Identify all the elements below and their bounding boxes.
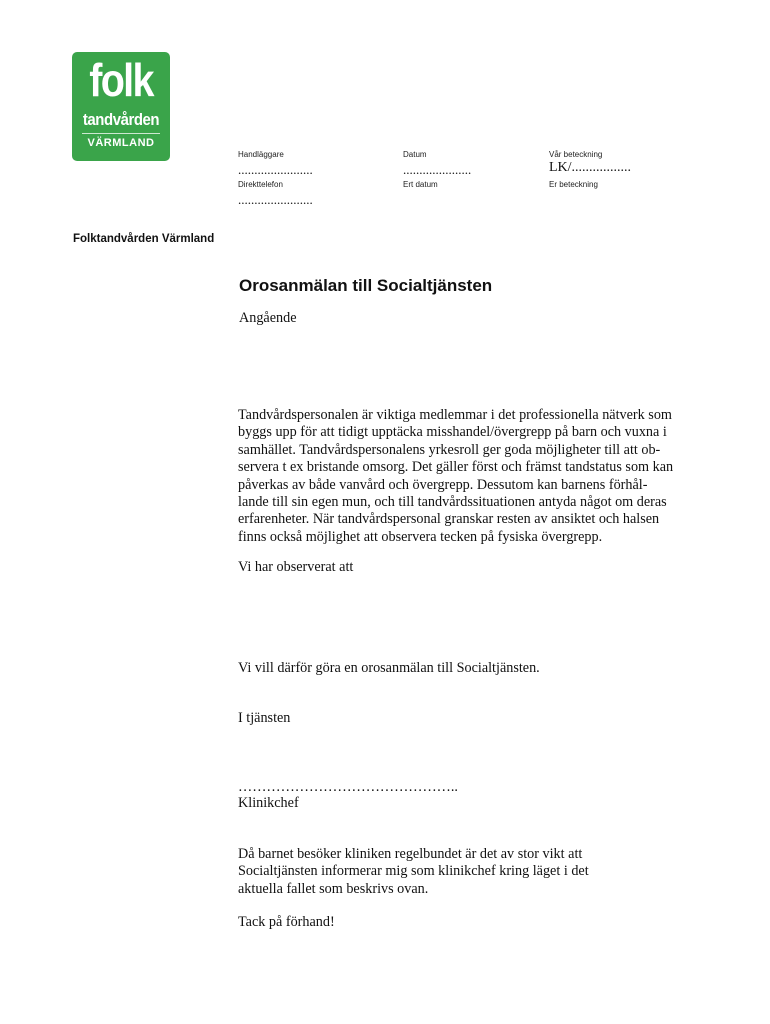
intro-paragraph (238, 407, 728, 546)
folktandvarden-logo (72, 52, 170, 161)
paragraph-line: Socialtjänsten informerar mig som klinikchef kring läget i det (238, 863, 589, 880)
paragraph-line: byggs upp för att tidigt upptäcka misshandel/övergrepp på barn och vuxna i (238, 424, 667, 441)
logo-word-varmland: VÄRMLAND (87, 137, 155, 149)
datum-label: Datum (403, 150, 427, 159)
paragraph-line: erfarenheter. När tandvårdspersonal granskar resten av ansiktet och halsen (238, 511, 660, 528)
logo-word-folk: folk (89, 54, 153, 106)
paragraph-line: aktuella fallet som beskrivs ovan. (238, 880, 429, 897)
logo-divider (82, 133, 160, 134)
logo-word-tandvarden: tandvården (82, 110, 160, 129)
direkttelefon-value: ....................... (238, 192, 313, 207)
in-service-label: I tjänsten (238, 710, 291, 726)
observed-label: Vi har observerat att (238, 559, 354, 575)
var-beteckning-label: Vår beteckning (549, 150, 603, 159)
paragraph-line: finns också möjlighet att observera tecken på fysiska övergrepp. (238, 528, 603, 545)
paragraph-line: servera t ex bristande omsorg. Det gäller först och främst tandstatus som kan (238, 459, 674, 476)
paragraph-line: samhället. Tandvårdspersonalens yrkesroll ger goda möjligheter till att ob- (238, 441, 661, 458)
thanks-text: Tack på förhand! (238, 914, 335, 930)
document-title: Orosanmälan till Socialtjänsten (239, 276, 493, 295)
report-statement: Vi vill därför göra en orosanmälan till Socialtjänsten. (238, 660, 540, 676)
paragraph-line: Då barnet besöker kliniken regelbundet är det av stor vikt att (238, 846, 583, 862)
handlaggare-value: ....................... (238, 162, 313, 177)
direkttelefon-label: Direkttelefon (238, 180, 283, 189)
signature-line: ……………………………………….. (238, 779, 458, 795)
er-beteckning-label: Er beteckning (549, 180, 598, 189)
regarding-label: Angående (239, 310, 297, 326)
paragraph-line: påverkas av både vanvård och övergrepp. Dessutom kan barnens förhål- (238, 476, 648, 493)
organization-name: Folktandvården Värmland (73, 233, 215, 245)
ert-datum-label: Ert datum (403, 180, 438, 189)
paragraph-line: Tandvårdspersonalen är viktiga medlemmar i det professionella nätverk som (238, 407, 672, 423)
signature-title: Klinikchef (238, 795, 299, 811)
handlaggare-label: Handläggare (238, 150, 284, 159)
datum-value: ..................... (403, 162, 472, 177)
var-beteckning-value: LK/................. (549, 160, 632, 175)
closing-paragraph (238, 846, 728, 898)
paragraph-line: lande till sin egen mun, och till tandvårdssituationen antyda något om deras (238, 494, 667, 511)
